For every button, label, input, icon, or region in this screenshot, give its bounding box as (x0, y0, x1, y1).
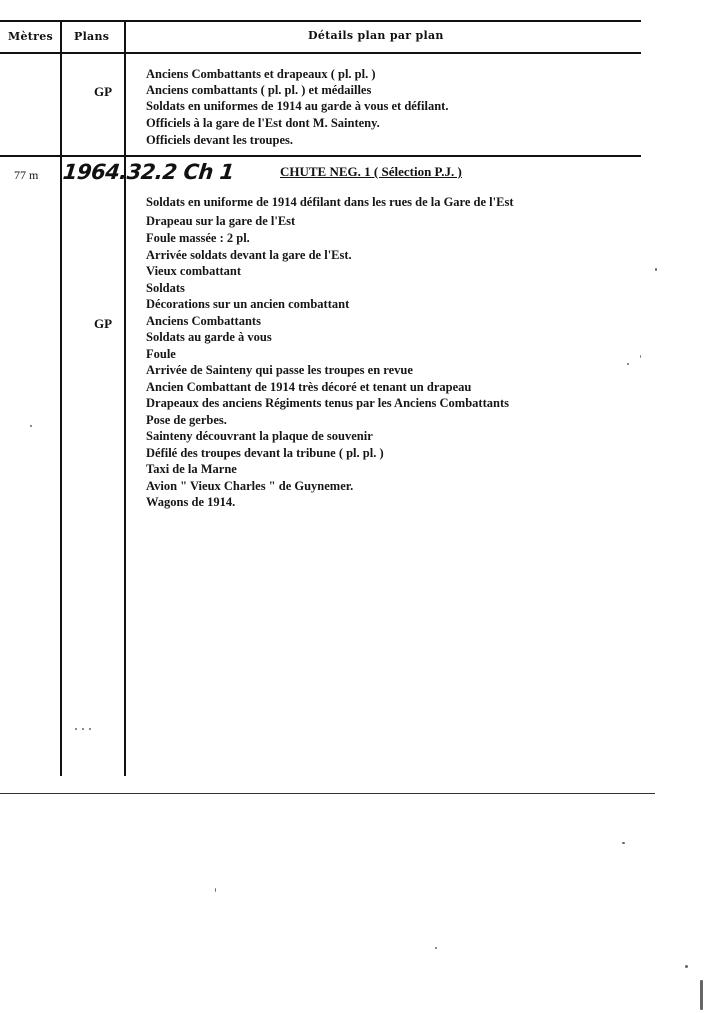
scan-speck (82, 728, 84, 730)
section2-line: Drapeaux des anciens Régiments tenus par les Anciens Combattants (146, 396, 509, 410)
section1-line: Officiels devant les troupes. (146, 133, 293, 147)
section2-line: Décorations sur un ancien combattant (146, 297, 350, 311)
top-rule (0, 20, 641, 22)
section2-line: Wagons de 1914. (146, 495, 236, 509)
section2-line: Arrivée soldats devant la gare de l'Est. (146, 248, 352, 262)
section2-line: Avion " Vieux Charles " de Guynemer. (146, 479, 354, 493)
scan-speck (215, 888, 216, 892)
section2-line: Foule massée : 2 pl. (146, 231, 250, 245)
section2-reference: 1964.32.2 Ch 1 (61, 160, 236, 184)
section2-plan: GP (94, 316, 113, 331)
column-rule-meters (60, 22, 62, 776)
section2-line: Drapeau sur la gare de l'Est (146, 214, 296, 228)
section2-line: Vieux combattant (146, 264, 242, 278)
section2-line: Pose de gerbes. (146, 413, 227, 427)
section2-title: CHUTE NEG. 1 ( Sélection P.J. ) (280, 164, 462, 179)
header-rule (0, 52, 641, 54)
section1-line: Anciens Combattants et drapeaux ( pl. pl. ) (146, 67, 376, 81)
scan-speck (75, 728, 77, 730)
section2-line: Foule (146, 347, 176, 361)
section1-line: Anciens combattants ( pl. pl. ) et médailles (146, 83, 372, 97)
section-divider (0, 155, 641, 157)
bottom-rule (0, 793, 655, 794)
header-details: Détails plan par plan (308, 29, 444, 42)
scan-speck (622, 842, 625, 844)
scan-speck (700, 980, 703, 1010)
section2-line: Arrivée de Sainteny qui passe les troupes en revue (146, 363, 413, 377)
section2-line: Soldats au garde à vous (146, 330, 272, 344)
scan-speck (685, 965, 688, 968)
scan-speck (435, 947, 437, 949)
section2-line: Défilé des troupes devant la tribune ( pl. pl. ) (146, 446, 384, 460)
scan-speck (655, 268, 657, 271)
scan-speck (627, 363, 629, 365)
section2-line: Soldats (146, 281, 185, 295)
column-rule-plans (124, 22, 126, 776)
section2-line: Soldats en uniforme de 1914 défilant dans les rues de la Gare de l'Est (146, 195, 514, 209)
section2-meters: 77 m (14, 168, 39, 182)
header-meters: Mètres (8, 30, 54, 43)
section1-plan: GP (94, 84, 113, 99)
section2-line: Anciens Combattants (146, 314, 261, 328)
header-plans: Plans (74, 30, 110, 43)
scan-speck (30, 425, 32, 427)
section1-line: Soldats en uniformes de 1914 au garde à vous et défilant. (146, 99, 449, 113)
scan-speck (89, 728, 91, 730)
section1-line: Officiels à la gare de l'Est dont M. Sainteny. (146, 116, 380, 130)
section2-line: Sainteny découvrant la plaque de souvenir (146, 429, 373, 443)
section2-line: Taxi de la Marne (146, 462, 237, 476)
scan-speck (640, 355, 641, 358)
section2-line: Ancien Combattant de 1914 très décoré et tenant un drapeau (146, 380, 472, 394)
